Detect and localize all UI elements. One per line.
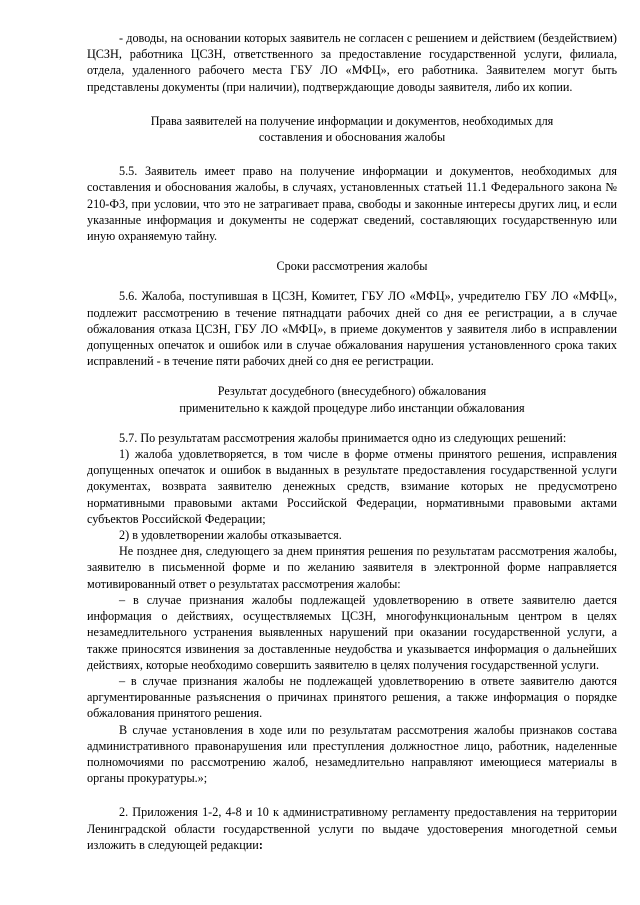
dash-item-satisfied: – в случае признания жалобы подлежащей удовлетворению в ответе заявителю дается информация о действиях, осуществляемых ЦСЗН, многофункциональным центром в целях незамедлительного устранения выявленных нарушений при оказании государственной услуги, а также приносятся извинения за доставленные неудобства и указывается информация о дальнейших действиях, которые необходимо совершить заявителю в целях получения государственной услуги. [87,592,617,672]
paragraph-arguments: - доводы, на основании которых заявитель не согласен с решением и действием (бездействием) ЦСЗН, работника ЦСЗН, ответственного за предоставление государственной услуги, филиала, отдела, удаленного рабочего места ГБУ ЛО «МФЦ», его работника. Заявителем могут быть представлены документы (при наличии), подтверждающие доводы заявителя, либо их копии. [87,31,617,94]
paragraph-appendices-colon: : [258,837,263,852]
spacer [87,369,617,383]
paragraph-appendices [87,804,617,853]
paragraph-5-5: 5.5. Заявитель имеет право на получение информации и документов, необходимых для составления и обоснования жалобы, в случаях, установленных статьей 11.1 Федерального закона № 210-ФЗ, при условии, что это не затрагивает права, свободы и законные интересы других лиц, и если указанные информация и документы не содержат сведений, составляющих государственную или иную охраняемую тайну. [87,164,617,244]
paragraph-deadline: Не позднее дня, следующего за днем принятия решения по результатам рассмотрения жалобы, заявителю в письменной форме и по желанию заявителя в электронной форме направляется мотивированный ответ о результатах рассмотрения жалобы: [87,544,617,591]
section-heading-result-line2: применительно к каждой процедуре либо инстанции обжалования [179,400,525,415]
section-heading-result-line1: Результат досудебного (внесудебного) обжалования [217,384,487,399]
spacer [87,95,617,113]
list-item-2: 2) в удовлетворении жалобы отказывается. [119,528,342,543]
spacer [87,244,617,258]
paragraph-prosecution: В случае установления в ходе или по результатам рассмотрения жалобы признаков состава административного правонарушения или преступления должностное лицо, работник, наделенные полномочиями по рассмотрению жалоб, незамедлительно направляют имеющиеся материалы в органы прокуратуры.»; [87,722,617,786]
section-heading-deadlines: Сроки рассмотрения жалобы [276,259,428,274]
section-heading-rights-line1: Права заявителей на получение информации и документов, необходимых для [150,113,554,128]
list-item-1: 1) жалоба удовлетворяется, в том числе в форме отмены принятого решения, исправления допущенных опечаток и ошибок в выданных в результате предоставления государственной услуги документах, возврата заявителю денежных средств, взимание которых не предусмотрено нормативными правовыми актами Российской Федерации, нормативными правовыми актами субъектов Российской Федерации; [87,447,617,526]
document-page [87,30,617,853]
spacer [87,145,617,163]
dash-item-rejected: – в случае признания жалобы не подлежащей удовлетворению в ответе заявителю даются аргументированные разъяснения о причинах принятого решения, а также информация о порядке обжалования принятого решения. [87,673,617,721]
paragraph-5-7: 5.7. По результатам рассмотрения жалобы принимается одно из следующих решений: [119,430,567,445]
paragraph-appendices-text: 2. Приложения 1-2, 4-8 и 10 к административному регламенту предоставления на территории Ленинградской области государственной услуги по выдаче удостоверения многодетной семьи изложить в следующей редакции [87,805,617,852]
section-heading-rights-line2: составления и обоснования жалобы [258,130,446,145]
spacer [87,786,617,804]
spacer [87,274,617,288]
paragraph-5-6: 5.6. Жалоба, поступившая в ЦСЗН, Комитет, ГБУ ЛО «МФЦ», учредителю ГБУ ЛО «МФЦ», подлежит рассмотрению в течение пятнадцати рабочих дней со дня ее регистрации, а в случае обжалования отказа ЦСЗН, ГБУ ЛО «МФЦ», в приеме документов у заявителя либо в исправлении допущенных опечаток и ошибок или в случае обжалования нарушения установленного срока таких исправлений - в течение пяти рабочих дней со дня ее регистрации. [87,289,617,369]
spacer [87,416,617,430]
